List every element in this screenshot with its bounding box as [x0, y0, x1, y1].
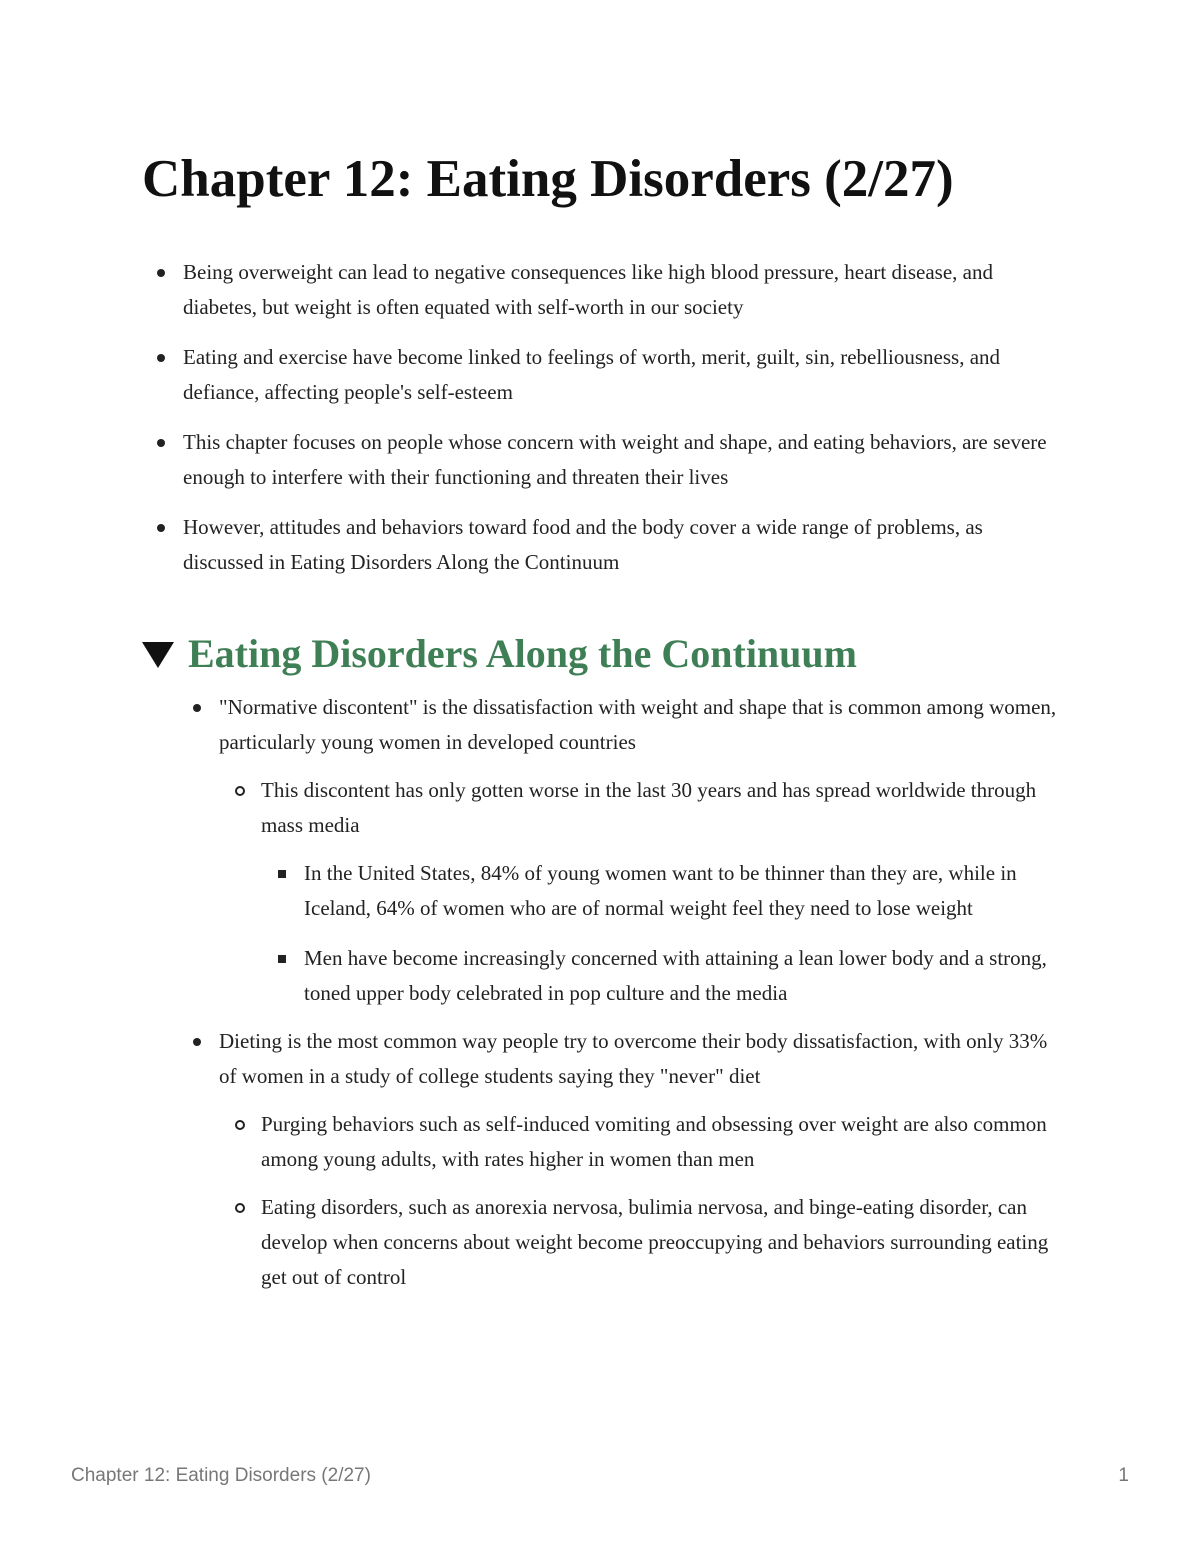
list-item	[304, 941, 1059, 1011]
list-item	[219, 690, 1059, 1011]
disc-bullet-icon	[157, 439, 165, 447]
disc-bullet-icon	[157, 354, 165, 362]
list-item	[183, 255, 1063, 325]
list-item	[261, 1190, 1059, 1295]
footer-page-number: 1	[1118, 1465, 1129, 1486]
footer-title: Chapter 12: Eating Disorders (2/27)	[71, 1465, 371, 1486]
list-item	[261, 773, 1059, 1011]
disc-bullet-icon	[157, 269, 165, 277]
toggle-content-list	[219, 690, 1059, 1308]
list-item-text: Dieting is the most common way people try to overcome their body dissatisfaction, with only 33% of women in a study of college students saying they "never" diet	[219, 1029, 1048, 1088]
list-item-text: This discontent has only gotten worse in the last 30 years and has spread worldwide through mass media	[261, 778, 1037, 837]
section-heading: Eating Disorders Along the Continuum	[188, 631, 857, 676]
circle-bullet-icon	[235, 786, 245, 796]
nested-list	[219, 1107, 1059, 1295]
list-item-text: In the United States, 84% of young women want to be thinner than they are, while in Iceland, 64% of women who are of normal weight feel they need to lose weight	[304, 861, 1017, 920]
list-item	[219, 1024, 1059, 1295]
intro-bullet-list	[183, 255, 1063, 595]
circle-bullet-icon	[235, 1203, 245, 1213]
square-bullet-icon	[278, 870, 286, 878]
disc-bullet-icon	[193, 704, 201, 712]
list-item-text: This chapter focuses on people whose concern with weight and shape, and eating behaviors, are severe enough to interfere with their functioning and threaten their lives	[183, 430, 1047, 489]
list-item	[183, 510, 1063, 580]
list-item-text: However, attitudes and behaviors toward food and the body cover a wide range of problems, as discussed in Eating Disorders Along the Continuum	[183, 515, 983, 574]
square-bullet-icon	[278, 955, 286, 963]
disc-bullet-icon	[157, 524, 165, 532]
list-item	[183, 425, 1063, 495]
nested-list	[261, 856, 1059, 1011]
list-item-text: Eating disorders, such as anorexia nervosa, bulimia nervosa, and binge-eating disorder, can develop when concerns about weight become preoccupying and behaviors surrounding eating get out of control	[261, 1195, 1049, 1289]
list-item-text: Being overweight can lead to negative consequences like high blood pressure, heart disease, and diabetes, but weight is often equated with self-worth in our society	[183, 260, 993, 319]
toggle-section	[142, 622, 1142, 1289]
list-item-text: Eating and exercise have become linked to feelings of worth, merit, guilt, sin, rebelliousness, and defiance, affecting people's self-esteem	[183, 345, 1001, 404]
list-item	[304, 856, 1059, 926]
triangle-down-icon[interactable]	[142, 642, 174, 668]
toggle-heading[interactable]	[142, 622, 1142, 686]
list-item-text: Purging behaviors such as self-induced vomiting and obsessing over weight are also common among young adults, with rates higher in women than men	[261, 1112, 1047, 1171]
list-item-text: "Normative discontent" is the dissatisfaction with weight and shape that is common among women, particularly young women in developed countries	[219, 695, 1057, 754]
list-item-text: Men have become increasingly concerned with attaining a lean lower body and a strong, toned upper body celebrated in pop culture and the media	[304, 946, 1047, 1005]
disc-bullet-icon	[193, 1038, 201, 1046]
circle-bullet-icon	[235, 1120, 245, 1130]
list-item	[261, 1107, 1059, 1177]
nested-list	[219, 773, 1059, 1011]
list-item	[183, 340, 1063, 410]
page-title: Chapter 12: Eating Disorders (2/27)	[142, 150, 954, 208]
